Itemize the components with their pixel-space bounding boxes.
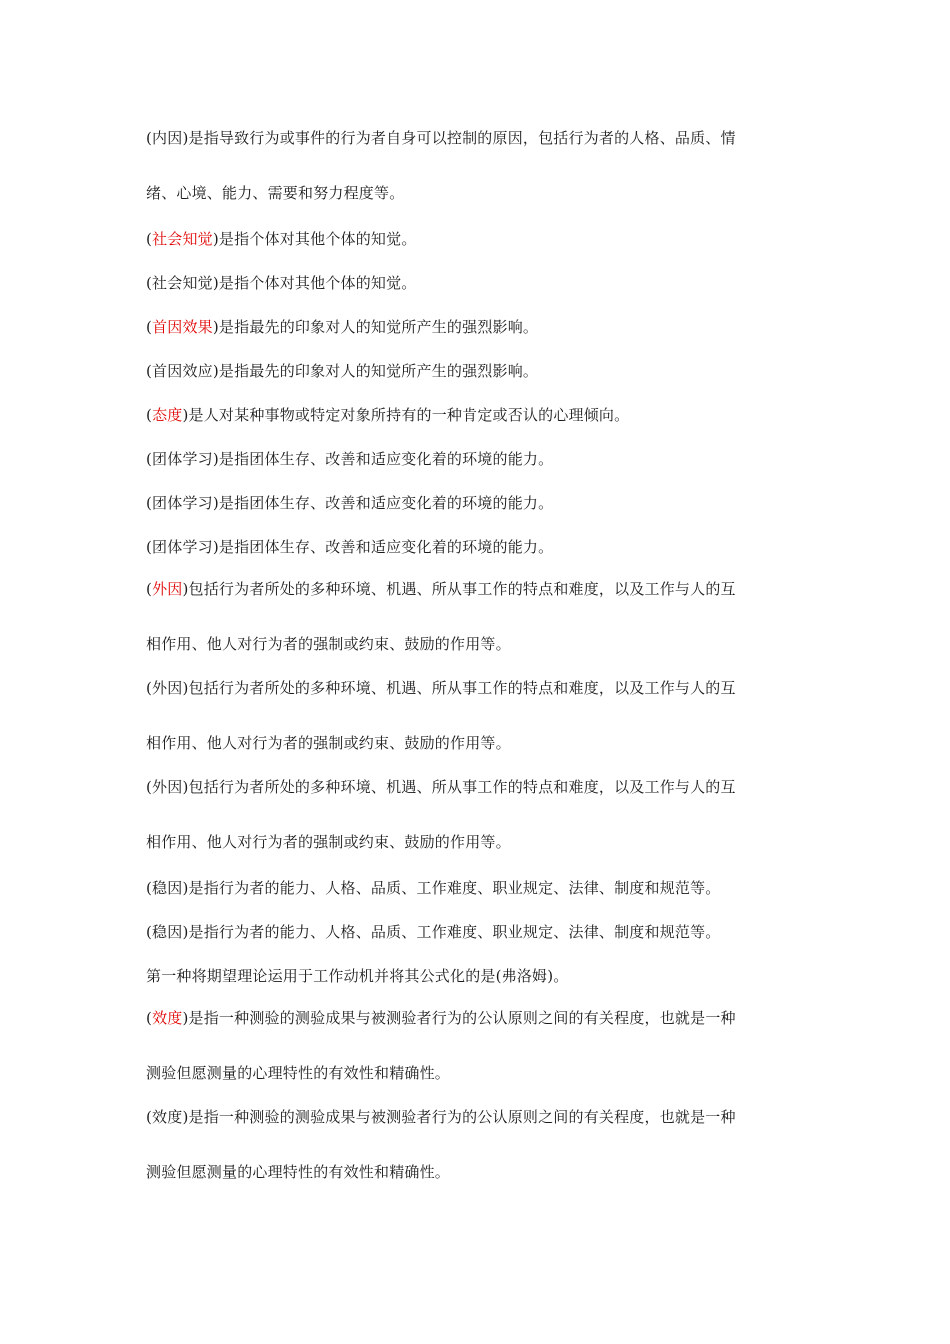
paragraph-stable-cause (146, 910, 806, 954)
text-line: 相作用、他人对行为者的强制或约束、鼓励的作用等。 (146, 833, 511, 851)
text-line: 相作用、他人对行为者的强制或约束、鼓励的作用等。 (146, 635, 511, 653)
highlighted-term: 态度 (152, 406, 183, 424)
paragraph-external-cause-highlighted (146, 569, 806, 668)
paragraph-team-learning (146, 481, 806, 525)
paragraph-stable-cause (146, 866, 806, 910)
paragraph-validity-highlighted (146, 998, 806, 1097)
document-body (146, 118, 806, 1196)
text-line: (外因)包括行为者所处的多种环境、机遇、所从事工作的特点和难度，以及工作与人的互 (146, 778, 736, 796)
definition-text: )包括行为者所处的多种环境、机遇、所从事工作的特点和难度，以及工作与人的互 (182, 580, 736, 598)
text-line: (外因)包括行为者所处的多种环境、机遇、所从事工作的特点和难度，以及工作与人的互 (146, 679, 736, 697)
text-line: (稳因)是指行为者的能力、人格、品质、工作难度、职业规定、法律、制度和规范等。 (146, 923, 721, 941)
paragraph-social-perception-highlighted (146, 217, 806, 261)
highlighted-term: 外因 (152, 580, 183, 598)
paragraph-expectancy-theory (146, 954, 806, 998)
paragraph-primacy-effect-highlighted (146, 305, 806, 349)
definition-text: )是指个体对其他个体的知觉。 (212, 230, 417, 248)
definition-text: )是指最先的印象对人的知觉所产生的强烈影响。 (212, 318, 539, 336)
text-line: (效度)是指一种测验的测验成果与被测验者行为的公认原则之间的有关程度，也就是一种 (146, 1108, 736, 1126)
paragraph-team-learning (146, 525, 806, 569)
paragraph-validity (146, 1097, 806, 1196)
paragraph-attitude-highlighted (146, 393, 806, 437)
paragraph-external-cause (146, 668, 806, 767)
paragraph-team-learning (146, 437, 806, 481)
open-paren: ( (146, 230, 153, 248)
definition-text: )是人对某种事物或特定对象所持有的一种肯定或否认的心理倾向。 (182, 406, 630, 424)
text-line (146, 569, 806, 624)
text-line: (内因)是指导致行为或事件的行为者自身可以控制的原因，包括行为者的人格、品质、情 (146, 129, 736, 147)
paragraph-external-cause (146, 767, 806, 866)
highlighted-term: 首因效果 (152, 318, 213, 336)
text-line: 相作用、他人对行为者的强制或约束、鼓励的作用等。 (146, 734, 511, 752)
text-line (146, 305, 806, 349)
text-line (146, 998, 806, 1053)
paragraph-primacy-effect (146, 349, 806, 393)
text-line: (社会知觉)是指个体对其他个体的知觉。 (146, 274, 417, 292)
paragraph-social-perception (146, 261, 806, 305)
highlighted-term: 社会知觉 (152, 230, 213, 248)
open-paren: ( (146, 406, 153, 424)
text-line (146, 217, 806, 261)
highlighted-term: 效度 (152, 1009, 183, 1027)
text-line: (团体学习)是指团体生存、改善和适应变化着的环境的能力。 (146, 450, 554, 468)
open-paren: ( (146, 318, 153, 336)
paragraph-internal-cause (146, 118, 806, 217)
open-paren: ( (146, 1009, 153, 1027)
text-line (146, 393, 806, 437)
text-line: 测验但愿测量的心理特性的有效性和精确性。 (146, 1064, 451, 1082)
text-line: 测验但愿测量的心理特性的有效性和精确性。 (146, 1163, 451, 1181)
open-paren: ( (146, 580, 153, 598)
text-line: (团体学习)是指团体生存、改善和适应变化着的环境的能力。 (146, 538, 554, 556)
text-line: 第一种将期望理论运用于工作动机并将其公式化的是(弗洛姆)。 (146, 967, 569, 985)
definition-text: )是指一种测验的测验成果与被测验者行为的公认原则之间的有关程度，也就是一种 (182, 1009, 736, 1027)
text-line: 绪、心境、能力、需要和努力程度等。 (146, 184, 405, 202)
text-line: (稳因)是指行为者的能力、人格、品质、工作难度、职业规定、法律、制度和规范等。 (146, 879, 721, 897)
text-line: (首因效应)是指最先的印象对人的知觉所产生的强烈影响。 (146, 362, 539, 380)
text-line: (团体学习)是指团体生存、改善和适应变化着的环境的能力。 (146, 494, 554, 512)
